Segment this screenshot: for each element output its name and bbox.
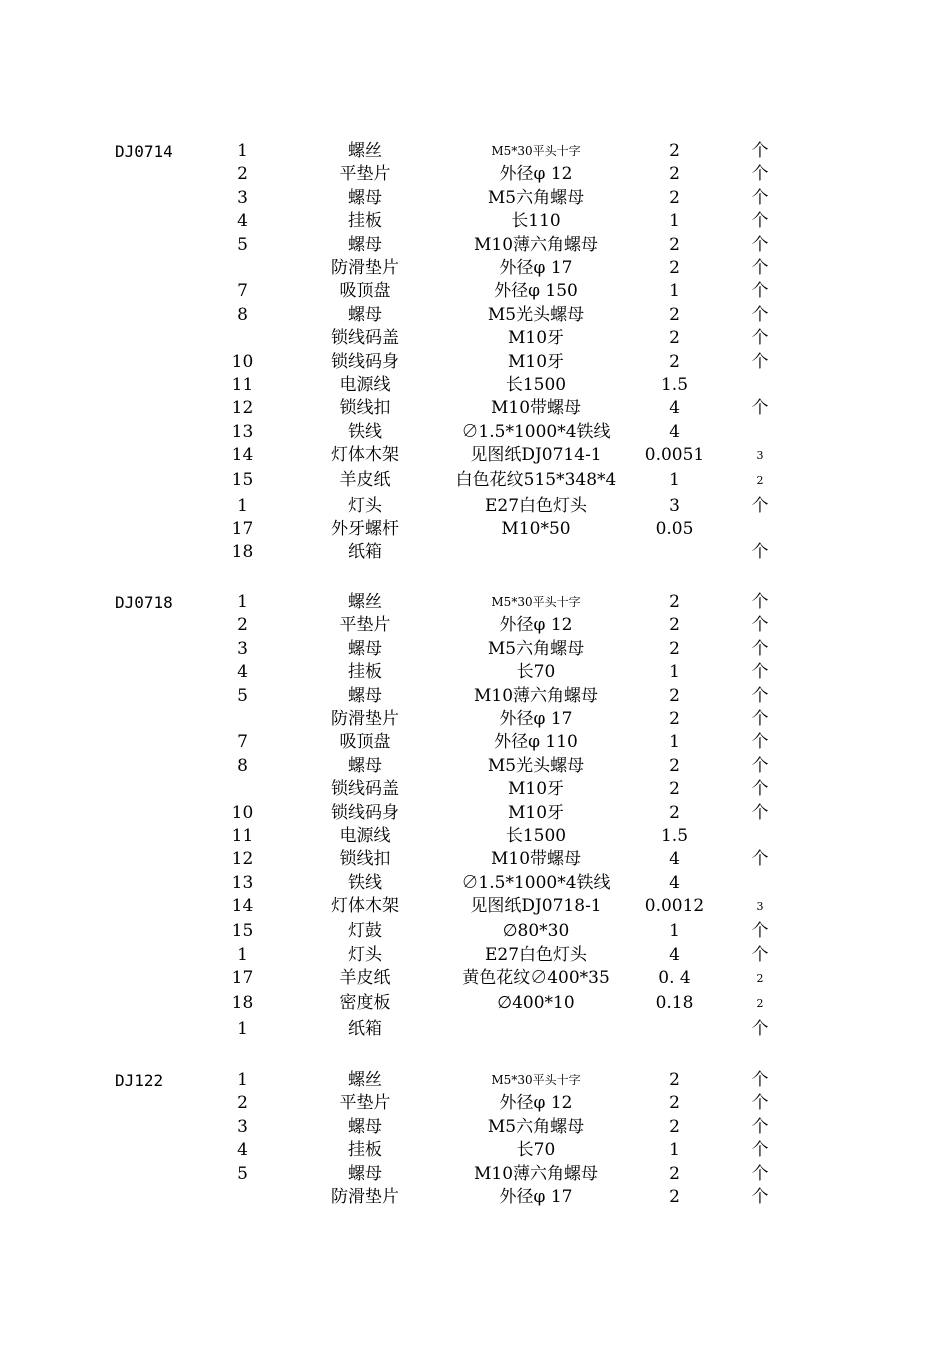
part-spec xyxy=(430,1018,642,1041)
part-quantity: 2 xyxy=(669,1187,680,1207)
item-number: 1 xyxy=(237,592,248,612)
part-unit: 个 xyxy=(751,921,769,942)
model-code: DJ122 xyxy=(115,1071,164,1090)
part-spec: 长70 xyxy=(516,662,556,683)
table-row xyxy=(0,421,950,444)
part-quantity: 1.5 xyxy=(660,375,689,395)
part-spec: M5光头螺母 xyxy=(487,755,585,776)
table-row xyxy=(0,638,950,661)
item-number: 10 xyxy=(231,351,254,372)
table-row xyxy=(0,444,950,467)
part-spec: 长1500 xyxy=(505,826,567,846)
part-name: 灯头 xyxy=(348,944,382,965)
table-row xyxy=(0,731,950,754)
part-spec: M5六角螺母 xyxy=(487,638,585,659)
part-quantity: 0. 4 xyxy=(658,968,691,989)
part-quantity: 2 xyxy=(669,328,680,349)
part-spec: M10牙 xyxy=(507,779,565,800)
item-number: 5 xyxy=(237,234,248,255)
item-number: 1 xyxy=(237,1018,248,1039)
table-row xyxy=(0,327,950,350)
item-number: 1 xyxy=(237,495,248,516)
part-unit: 2 xyxy=(756,474,764,488)
part-quantity: 0.0051 xyxy=(644,445,705,466)
part-name: 锁线扣 xyxy=(339,849,391,870)
part-unit: 3 xyxy=(756,449,764,463)
part-quantity: 0.0012 xyxy=(644,896,705,917)
part-unit: 个 xyxy=(751,1140,769,1161)
part-spec: 黄色花纹∅400*35 xyxy=(462,968,610,989)
table-row xyxy=(0,802,950,825)
part-name: 纸箱 xyxy=(348,542,382,563)
table-row xyxy=(0,351,950,374)
item-number: 8 xyxy=(237,304,248,325)
part-quantity: 2 xyxy=(669,709,680,729)
part-unit: 个 xyxy=(751,1116,769,1137)
table-row xyxy=(0,541,950,564)
part-spec: M10带螺母 xyxy=(490,398,582,419)
item-number: 4 xyxy=(237,211,248,232)
part-quantity: 1 xyxy=(669,921,680,942)
table-row xyxy=(0,992,950,1015)
part-unit: 2 xyxy=(756,972,764,986)
table-row xyxy=(0,967,950,990)
item-number: 10 xyxy=(231,802,254,823)
part-unit: 个 xyxy=(751,281,769,302)
table-row xyxy=(0,1116,950,1139)
part-unit: 个 xyxy=(751,755,769,776)
part-name: 锁线码盖 xyxy=(331,779,399,800)
part-spec: 见图纸DJ0714-1 xyxy=(470,445,602,466)
part-spec: M10薄六角螺母 xyxy=(473,234,599,255)
part-name: 防滑垫片 xyxy=(331,258,399,278)
part-unit: 个 xyxy=(751,234,769,255)
part-quantity: 1 xyxy=(669,732,680,753)
part-quantity: 2 xyxy=(669,755,680,776)
part-name: 羊皮纸 xyxy=(339,968,391,989)
part-name: 防滑垫片 xyxy=(331,709,399,729)
part-quantity: 0.05 xyxy=(655,519,694,539)
table-row xyxy=(0,397,950,420)
part-spec: M10牙 xyxy=(507,351,565,372)
part-quantity: 2 xyxy=(669,1163,680,1184)
item-number: 13 xyxy=(231,872,254,893)
part-name: 灯体木架 xyxy=(331,445,399,466)
part-quantity: 2 xyxy=(669,615,680,636)
item-number: 1 xyxy=(237,141,248,161)
item-number: 7 xyxy=(237,281,248,302)
part-unit xyxy=(735,518,785,541)
item-number: 5 xyxy=(237,685,248,706)
part-quantity: 1.5 xyxy=(660,826,689,846)
item-number: 18 xyxy=(231,542,254,563)
part-quantity: 2 xyxy=(669,258,680,278)
table-row xyxy=(0,685,950,708)
table-row xyxy=(0,614,950,637)
table-row xyxy=(0,591,950,614)
part-quantity: 0.18 xyxy=(655,993,694,1014)
part-spec: M5光头螺母 xyxy=(487,304,585,325)
part-quantity: 2 xyxy=(669,351,680,372)
part-spec: 外径φ 12 xyxy=(499,615,573,636)
part-spec: 外径φ 17 xyxy=(499,1187,573,1207)
part-quantity: 2 xyxy=(669,234,680,255)
part-unit: 个 xyxy=(751,304,769,325)
item-number: 17 xyxy=(231,968,254,989)
table-row xyxy=(0,1139,950,1162)
part-unit: 2 xyxy=(756,997,764,1011)
table-row xyxy=(0,920,950,943)
part-name: 螺母 xyxy=(348,187,382,208)
part-unit: 个 xyxy=(751,328,769,349)
part-spec: 外径φ 17 xyxy=(499,258,573,278)
part-name: 螺母 xyxy=(348,638,382,659)
table-row xyxy=(0,234,950,257)
part-spec: 白色花纹515*348*4 xyxy=(455,470,617,491)
part-name: 螺母 xyxy=(348,304,382,325)
part-unit: 个 xyxy=(751,592,769,612)
part-name: 平垫片 xyxy=(339,164,391,185)
part-name: 螺母 xyxy=(348,685,382,706)
item-number: 1 xyxy=(237,1070,248,1090)
part-unit: 个 xyxy=(751,779,769,800)
table-row xyxy=(0,1069,950,1092)
table-row xyxy=(0,140,950,163)
part-unit: 个 xyxy=(751,849,769,870)
item-number: 5 xyxy=(237,1163,248,1184)
table-row xyxy=(0,895,950,918)
item-number: 1 xyxy=(237,944,248,965)
item-number: 15 xyxy=(231,470,254,491)
model-code: DJ0714 xyxy=(115,142,173,161)
item-number: 12 xyxy=(231,849,254,870)
part-unit: 个 xyxy=(751,802,769,823)
part-name: 防滑垫片 xyxy=(331,1187,399,1207)
part-name: 锁线码盖 xyxy=(331,328,399,349)
table-row xyxy=(0,163,950,186)
part-name: 电源线 xyxy=(339,375,391,395)
item-number: 3 xyxy=(237,187,248,208)
item-number: 11 xyxy=(231,826,254,846)
part-spec: 外径φ 12 xyxy=(499,164,573,185)
item-number: 3 xyxy=(237,638,248,659)
part-unit: 个 xyxy=(751,1187,769,1207)
item-number xyxy=(200,778,285,801)
part-quantity: 2 xyxy=(669,1070,680,1090)
table-row xyxy=(0,1018,950,1041)
item-number: 17 xyxy=(231,519,254,539)
part-spec: M10牙 xyxy=(507,802,565,823)
table-row xyxy=(0,825,950,848)
part-name: 羊皮纸 xyxy=(339,470,391,491)
part-quantity: 4 xyxy=(669,944,680,965)
part-quantity: 2 xyxy=(669,685,680,706)
part-spec: 长110 xyxy=(511,211,561,232)
part-unit: 个 xyxy=(751,638,769,659)
table-row xyxy=(0,848,950,871)
table-row xyxy=(0,944,950,967)
part-quantity: 1 xyxy=(669,211,680,232)
item-number: 13 xyxy=(231,421,254,442)
item-number xyxy=(200,327,285,350)
table-row xyxy=(0,187,950,210)
part-quantity: 2 xyxy=(669,141,680,161)
part-name: 螺母 xyxy=(348,234,382,255)
part-quantity: 2 xyxy=(669,1116,680,1137)
table-row xyxy=(0,708,950,731)
part-name: 平垫片 xyxy=(339,1093,391,1114)
part-quantity: 3 xyxy=(669,495,680,516)
part-name: 螺丝 xyxy=(348,1070,382,1090)
part-unit xyxy=(735,374,785,397)
part-quantity: 1 xyxy=(669,1140,680,1161)
part-name: 灯鼓 xyxy=(348,921,382,942)
model-code: DJ0718 xyxy=(115,593,173,612)
part-spec: M10牙 xyxy=(507,328,565,349)
part-name: 铁线 xyxy=(348,421,382,442)
part-quantity: 1 xyxy=(669,281,680,302)
table-row xyxy=(0,661,950,684)
part-quantity: 1 xyxy=(669,662,680,683)
part-name: 挂板 xyxy=(348,211,382,232)
part-quantity: 4 xyxy=(669,872,680,893)
part-spec: ∅1.5*1000*4铁线 xyxy=(461,421,611,442)
table-row xyxy=(0,778,950,801)
item-number: 18 xyxy=(231,993,254,1014)
part-spec: 外径φ 12 xyxy=(499,1093,573,1114)
part-name: 螺母 xyxy=(348,755,382,776)
part-quantity: 2 xyxy=(669,304,680,325)
part-unit: 个 xyxy=(751,1093,769,1114)
part-spec: M5*30平头十字 xyxy=(491,595,581,609)
part-name: 铁线 xyxy=(348,872,382,893)
part-spec: M5六角螺母 xyxy=(487,1116,585,1137)
part-unit: 个 xyxy=(751,662,769,683)
part-quantity: 2 xyxy=(669,187,680,208)
part-unit: 个 xyxy=(751,1018,769,1039)
part-unit: 个 xyxy=(751,351,769,372)
part-name: 螺母 xyxy=(348,1116,382,1137)
part-spec: M5六角螺母 xyxy=(487,187,585,208)
part-spec xyxy=(430,541,642,564)
table-row xyxy=(0,495,950,518)
part-name: 平垫片 xyxy=(339,615,391,636)
part-name: 吸顶盘 xyxy=(339,732,391,753)
table-row xyxy=(0,755,950,778)
part-spec: E27白色灯头 xyxy=(484,495,588,516)
part-unit: 个 xyxy=(751,1163,769,1184)
part-unit: 个 xyxy=(751,211,769,232)
part-name: 挂板 xyxy=(348,1140,382,1161)
part-quantity xyxy=(632,1018,717,1041)
item-number: 7 xyxy=(237,732,248,753)
part-unit xyxy=(735,872,785,895)
table-row xyxy=(0,374,950,397)
part-name: 纸箱 xyxy=(348,1018,382,1039)
item-number xyxy=(200,708,285,731)
item-number: 14 xyxy=(231,445,254,466)
part-unit: 个 xyxy=(751,944,769,965)
part-name: 挂板 xyxy=(348,662,382,683)
item-number xyxy=(200,1186,285,1209)
part-spec: M10带螺母 xyxy=(490,849,582,870)
part-name: 外牙螺杆 xyxy=(331,519,399,539)
table-row xyxy=(0,210,950,233)
part-quantity: 4 xyxy=(669,421,680,442)
part-spec: 长70 xyxy=(516,1140,556,1161)
table-row xyxy=(0,1092,950,1115)
part-unit: 个 xyxy=(751,615,769,636)
part-quantity: 2 xyxy=(669,592,680,612)
item-number: 4 xyxy=(237,1140,248,1161)
item-number: 4 xyxy=(237,662,248,683)
part-unit: 个 xyxy=(751,732,769,753)
item-number: 15 xyxy=(231,921,254,942)
part-name: 锁线码身 xyxy=(331,802,399,823)
part-quantity xyxy=(632,541,717,564)
part-unit: 3 xyxy=(756,900,764,914)
table-row xyxy=(0,1163,950,1186)
part-spec: M5*30平头十字 xyxy=(491,1073,581,1087)
part-name: 螺丝 xyxy=(348,141,382,161)
part-name: 灯头 xyxy=(348,495,382,516)
item-number: 12 xyxy=(231,398,254,419)
table-row xyxy=(0,1186,950,1209)
part-spec: M10薄六角螺母 xyxy=(473,685,599,706)
part-spec: 见图纸DJ0718-1 xyxy=(470,896,602,917)
table-row xyxy=(0,304,950,327)
part-unit: 个 xyxy=(751,164,769,185)
part-unit xyxy=(735,421,785,444)
table-row xyxy=(0,280,950,303)
item-number: 3 xyxy=(237,1116,248,1137)
part-spec: M5*30平头十字 xyxy=(491,144,581,158)
part-name: 锁线扣 xyxy=(339,398,391,419)
item-number: 11 xyxy=(231,375,254,395)
part-quantity: 2 xyxy=(669,802,680,823)
part-unit: 个 xyxy=(751,495,769,516)
part-name: 密度板 xyxy=(339,993,391,1014)
part-quantity: 4 xyxy=(669,398,680,419)
item-number: 2 xyxy=(237,615,248,636)
part-unit: 个 xyxy=(751,542,769,563)
part-quantity: 2 xyxy=(669,164,680,185)
item-number xyxy=(200,257,285,280)
item-number: 14 xyxy=(231,896,254,917)
part-spec: ∅80*30 xyxy=(502,921,570,942)
part-spec: 外径φ 17 xyxy=(499,709,573,729)
part-quantity: 4 xyxy=(669,849,680,870)
item-number: 2 xyxy=(237,1093,248,1114)
item-number: 2 xyxy=(237,164,248,185)
part-name: 灯体木架 xyxy=(331,896,399,917)
part-name: 锁线码身 xyxy=(331,351,399,372)
part-spec: 长1500 xyxy=(505,375,567,395)
part-spec: 外径φ 150 xyxy=(494,281,578,302)
part-spec: M10*50 xyxy=(501,519,571,539)
table-row xyxy=(0,872,950,895)
part-unit: 个 xyxy=(751,709,769,729)
part-unit: 个 xyxy=(751,187,769,208)
part-unit: 个 xyxy=(751,398,769,419)
part-unit: 个 xyxy=(751,258,769,278)
table-row xyxy=(0,518,950,541)
part-name: 吸顶盘 xyxy=(339,281,391,302)
part-spec: ∅400*10 xyxy=(497,993,575,1014)
part-name: 螺丝 xyxy=(348,592,382,612)
part-name: 螺母 xyxy=(348,1163,382,1184)
part-quantity: 2 xyxy=(669,779,680,800)
part-name: 电源线 xyxy=(339,826,391,846)
part-spec: ∅1.5*1000*4铁线 xyxy=(461,872,611,893)
part-unit: 个 xyxy=(751,1070,769,1090)
part-unit xyxy=(735,825,785,848)
part-unit: 个 xyxy=(751,141,769,161)
part-spec: M10薄六角螺母 xyxy=(473,1163,599,1184)
table-row xyxy=(0,257,950,280)
item-number: 8 xyxy=(237,755,248,776)
part-spec: E27白色灯头 xyxy=(484,944,588,965)
part-quantity: 2 xyxy=(669,1093,680,1114)
part-quantity: 2 xyxy=(669,638,680,659)
table-row xyxy=(0,469,950,492)
part-unit: 个 xyxy=(751,685,769,706)
part-spec: 外径φ 110 xyxy=(494,732,578,753)
part-quantity: 1 xyxy=(669,470,680,491)
